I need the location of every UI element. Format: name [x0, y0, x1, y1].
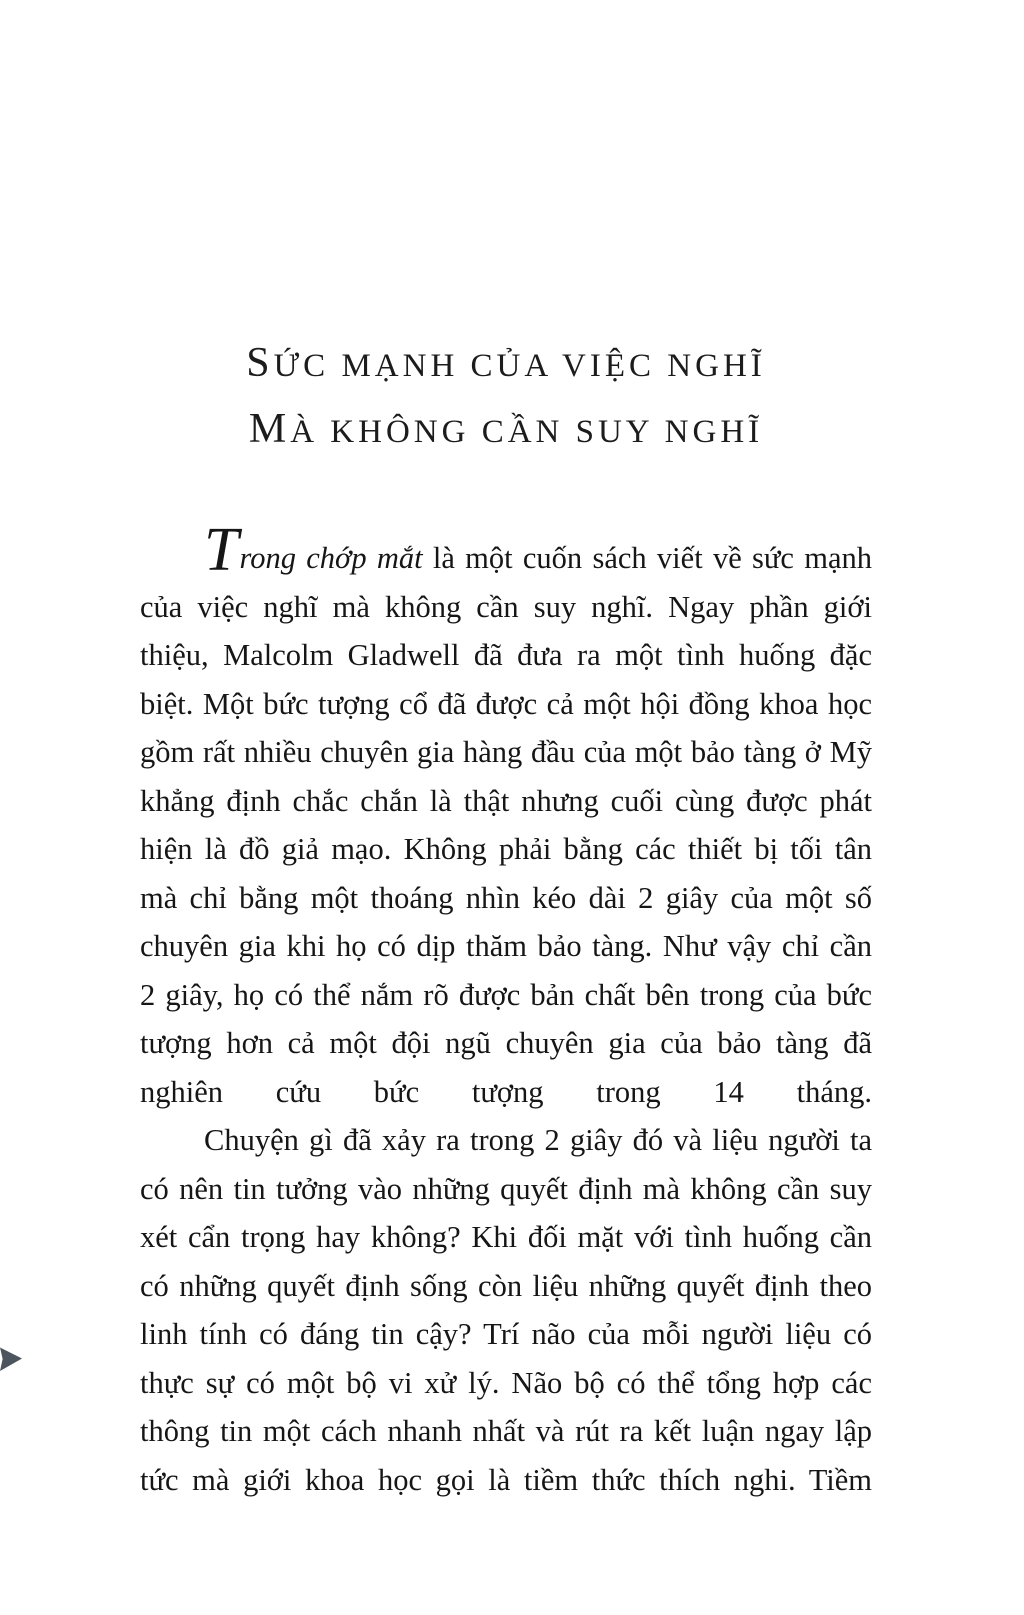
chapter-title-line1: SỨC MẠNH CỦA VIỆC NGHĨ [246, 340, 766, 386]
book-title-lead-phrase [204, 516, 423, 584]
decorative-initial-letter: T [204, 516, 239, 584]
paragraph-2 [140, 1116, 872, 1504]
body-text [140, 516, 872, 1504]
paragraph-2-text: Chuyện gì đã xảy ra trong 2 giây đó và liệu người ta có nên tin tưởng vào những quyết định mà không cần suy xét cẩn trọng hay không? Khi đối mặt với tình huống cần có những quyết định sống còn liệu những quyết định theo linh tính có đáng tin cậy? Trí não của mỗi người liệu có thực sự có một bộ vi xử lý. Não bộ có thể tổng hợp các thông tin một cách nhanh nhất và rút ra kết luận ngay lập tức mà giới khoa học gọi là tiềm thức thích nghi. Tiềm [140, 1123, 872, 1497]
paragraph-1-text: là một cuốn sách viết về sức mạnh của việc nghĩ mà không cần suy nghĩ. Ngay phần giới thiệu, Malcolm Gladwell đã đưa ra một tình huống đặc biệt. Một bức tượng cổ đã được cả một hội đồng khoa học gồm rất nhiều chuyên gia hàng đầu của một bảo tàng ở Mỹ khẳng định chắc chắn là thật nhưng cuối cùng được phát hiện là đồ giả mạo. Không phải bằng các thiết bị tối tân mà chỉ bằng một thoáng nhìn kéo dài 2 giây của một số chuyên gia khi họ có dịp thăm bảo tàng. Như vậy chỉ cần 2 giây, họ có thể nắm rõ được bản chất bên trong của bức tượng hơn cả một đội ngũ chuyên gia của bảo tàng đã nghiên cứu bức tượng trong 14 tháng. [140, 541, 872, 1109]
chapter-title-line2: MÀ KHÔNG CẦN SUY NGHĨ [248, 406, 764, 452]
chapter-title [140, 332, 872, 464]
paragraph-1 [140, 516, 872, 1116]
book-title-italic-text: rong chớp mắt [239, 541, 423, 575]
